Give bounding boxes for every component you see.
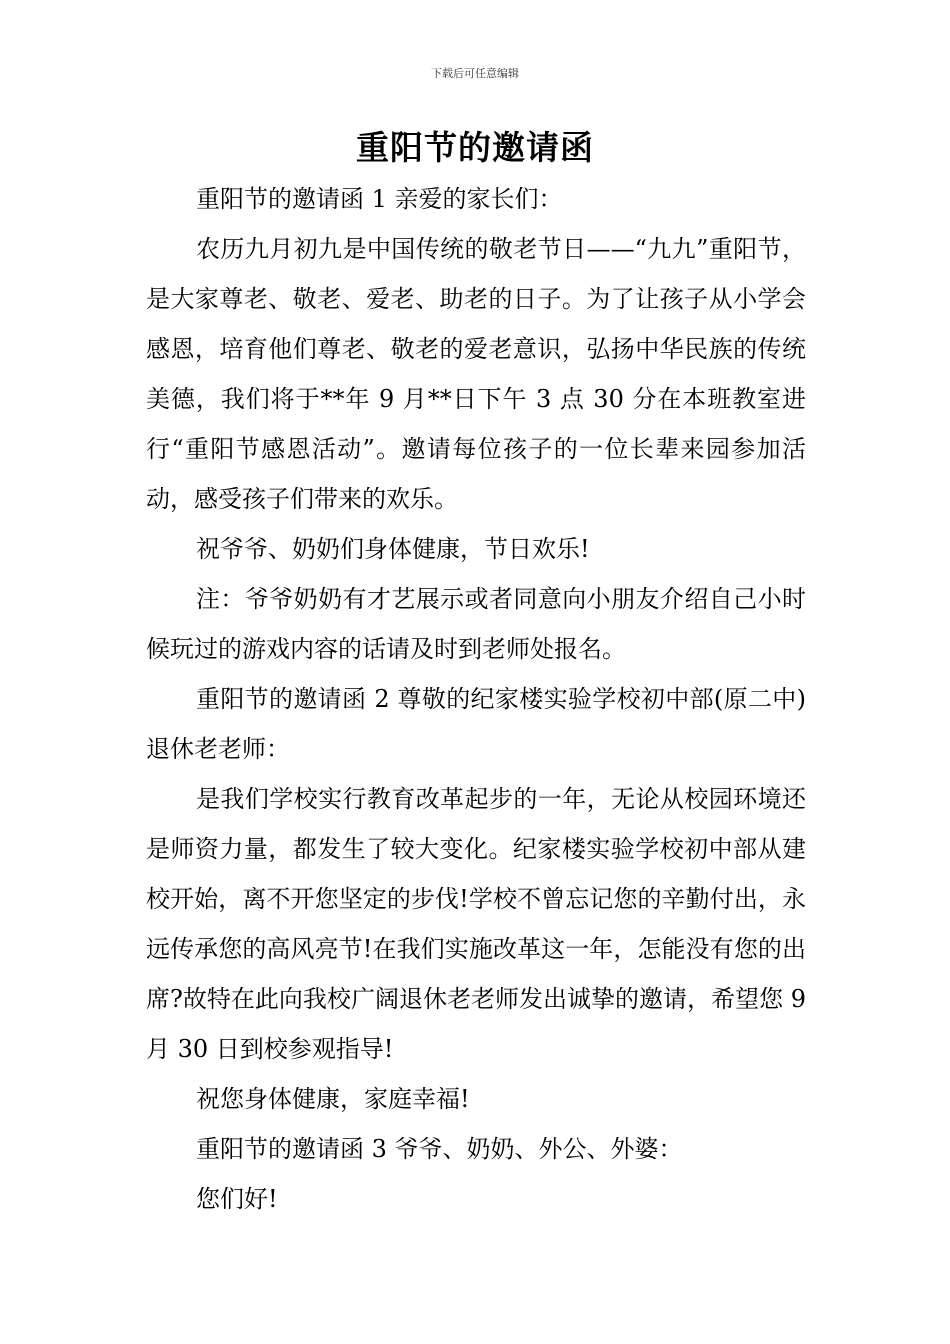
paragraph-invitation-1-wishes: 祝爷爷、奶奶们身体健康，节日欢乐!	[196, 535, 590, 563]
paragraph-invitation-1-body: 农历九月初九是中国传统的敬老节日——“九九”重阳节，是大家尊老、敬老、爱老、助老的日子。为了让孩子从小学会感恩，培育他们尊老、敬老的爱老意识，弘扬中华民族的传统美德，我们将于**年 9 月**日下午 3 点 30 分在本班教室进行“重阳节感恩活动”。邀请每位孩子的一位长辈来园参加活动，感受孩子们带来的欢乐。	[146, 235, 806, 513]
paragraph-invitation-2-wishes: 祝您身体健康，家庭幸福!	[196, 1085, 470, 1113]
document-body	[146, 174, 806, 1224]
paragraph-invitation-3-greeting: 重阳节的邀请函 3 爷爷、奶奶、外公、外婆：	[196, 1135, 683, 1163]
paragraph-invitation-1-greeting: 重阳节的邀请函 1 亲爱的家长们：	[196, 185, 563, 213]
paragraph-invitation-1-note: 注：爷爷奶奶有才艺展示或者同意向小朋友介绍自己小时候玩过的游戏内容的话请及时到老师处报名。	[146, 585, 806, 663]
paragraph-invitation-2-body: 是我们学校实行教育改革起步的一年，无论从校园环境还是师资力量，都发生了较大变化。纪家楼实验学校初中部从建校开始，离不开您坚定的步伐!学校不曾忘记您的辛勤付出，永远传承您的高风亮节!在我们实施改革这一年，怎能没有您的出席?故特在此向我校广阔退休老老师发出诚挚的邀请，希望您 9 月 30 日到校参观指导!	[146, 785, 806, 1063]
header-note: 下载后可任意编辑	[431, 67, 519, 80]
paragraph-invitation-2-greeting: 重阳节的邀请函 2 尊敬的纪家楼实验学校初中部(原二中)退休老老师：	[146, 685, 806, 763]
document-title: 重阳节的邀请函	[356, 128, 594, 167]
paragraph-invitation-3-hello: 您们好!	[196, 1185, 278, 1213]
